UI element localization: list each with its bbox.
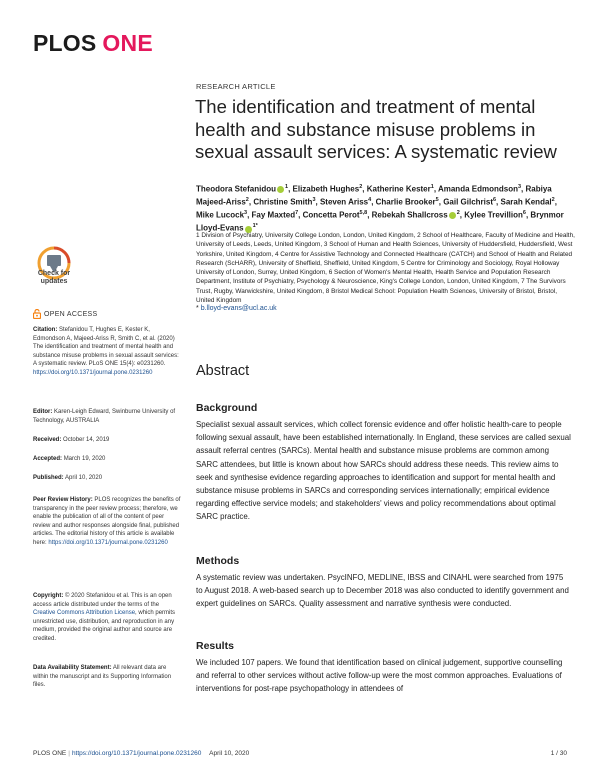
author-affiliation-marker: 7 <box>295 210 299 217</box>
citation-block <box>33 326 181 378</box>
copyright-text-1: © 2020 Stefanidou et al. This is an open access article distributed under the terms of the <box>33 593 172 608</box>
article-type: RESEARCH ARTICLE <box>196 82 276 91</box>
open-access-label <box>33 309 97 319</box>
author-affiliation-marker: 4 <box>368 197 372 204</box>
accepted-block <box>33 455 181 464</box>
author-affiliation-marker: 2 <box>245 197 249 204</box>
data-availability-label: Data Availability Statement: <box>33 665 112 671</box>
open-access-text: OPEN ACCESS <box>44 310 98 318</box>
methods-text: A systematic review was undertaken. PsycINFO, MEDLINE, IBSS and CINAHL were searched from 1975 to August 2018. A web-based search up to December 2018 was also conducted to identify government and expert guidelines on SARCs. Quality assessment and narrative synthesis were conducted. <box>196 573 569 609</box>
author-name[interactable]: Steven Ariss <box>319 197 369 207</box>
abstract-heading: Abstract <box>196 363 250 379</box>
author-name[interactable]: Gail Gilchrist <box>443 197 493 207</box>
orcid-icon[interactable] <box>277 186 284 193</box>
author-name[interactable]: Katherine Kester <box>366 184 431 194</box>
peer-review-block <box>33 496 181 548</box>
editor-label: Editor: <box>33 409 53 415</box>
author-list: Theodora Stefanidou $^1$, Elizabeth Hughes$^2$, Katherine Kester$^1$, Amanda Edmondson$^3$, Rabiya Majeed-Ariss$^2$, Christine Smith$^3$, Steven Ariss$^4$, Charlie Brooker$^5$, Gail Gilchrist$^6$, Sarah Kendal$^2$, Mike Lucock$^3$, Fay Maxted$^7$, Concetta Perot$^{5,8}$, Rebekah Shallcross $^2$, Kylee Trevillion$^6$, Brynmor Lloyd-Evans $^{1*}$ <box>196 184 564 234</box>
citation-doi-link[interactable]: https://doi.org/10.1371/journal.pone.0231260 <box>33 369 153 376</box>
accepted-text: March 19, 2020 <box>63 456 106 462</box>
results-heading: Results <box>196 640 234 652</box>
author-name[interactable]: Fay Maxted <box>251 210 296 220</box>
open-lock-icon <box>33 309 41 319</box>
corresponding-email[interactable] <box>196 305 277 312</box>
email-link[interactable]: b.lloyd-evans@ucl.ac.uk <box>200 305 277 312</box>
author-name[interactable]: Elizabeth Hughes <box>292 184 360 194</box>
editor-block <box>33 408 181 425</box>
methods-heading: Methods <box>196 555 240 567</box>
copyright-block <box>33 592 181 644</box>
author-name[interactable]: Sarah Kendal <box>500 197 552 207</box>
author-affiliation-marker: 2 <box>359 184 363 190</box>
footer-doi-link[interactable]: https://doi.org/10.1371/journal.pone.0231260 <box>71 750 202 757</box>
author-affiliation-marker: 2 <box>551 197 555 204</box>
logo-plos: PLOS <box>33 30 97 56</box>
author-affiliation-marker: 1 <box>430 184 434 190</box>
author-affiliation-marker: 1 <box>285 184 289 190</box>
copyright-label: Copyright: <box>33 593 64 599</box>
author-affiliation-marker: 6 <box>522 210 526 217</box>
license-link[interactable]: Creative Commons Attribution License <box>33 610 136 617</box>
author-affiliation-marker: 1* <box>252 223 258 230</box>
author-name[interactable]: Brynmor Lloyd-Evans <box>196 210 564 234</box>
data-availability-text: All relevant data are within the manuscript and its Supporting Information files. <box>33 665 172 689</box>
author-name[interactable]: Rebekah Shallcross <box>371 210 448 220</box>
published-text: April 10, 2020 <box>65 475 103 481</box>
author-name[interactable]: Christine Smith <box>253 197 313 207</box>
footer-date: April 10, 2020 <box>209 750 250 757</box>
received-block <box>33 436 181 445</box>
author-name[interactable]: Amanda Edmondson <box>437 184 518 194</box>
author-name[interactable]: Mike Lucock <box>196 210 245 220</box>
author-name[interactable]: Kylee Trevillion <box>464 210 523 220</box>
author-affiliation-marker: 3 <box>312 197 316 204</box>
footer-journal: PLOS ONE <box>33 750 67 757</box>
background-text: Specialist sexual assault services, which collect forensic evidence and offer holistic health-care to people following sexual assault, have been established internationally. In England, these services are called sexual assault referral centres (SARCs). Mental health and substance misuse problems are common among SARC attendees, but little is known about how SARCs should address these needs. This review aims to seek and synthesise evidence regarding approaches to identification and support for mental health and substance misuse problems in SARCs and corresponding services internationally; empirical evidence regarding effective service models; and stakeholders' views and policy recommendations about optimal SARC practice. <box>196 420 571 522</box>
published-block <box>33 474 181 483</box>
accepted-label: Accepted: <box>33 456 63 462</box>
author-affiliation-marker: 2 <box>456 210 460 217</box>
author-affiliation-marker: 3 <box>244 210 248 217</box>
author-name[interactable]: Rabiya Majeed-Ariss <box>196 184 552 207</box>
citation-label: Citation: <box>33 327 58 333</box>
affiliations: 1 Division of Psychiatry, University College London, London, United Kingdom, 2 School of Healthcare, Faculty of Medicine and Health, University of Leeds, Leeds, United Kingdom, 3 School of Human and Health Sciences, University of Huddersfield, Huddersfield, West Yorkshire, United Kingdom, 4 Centre for Assistive Technology and Connected Healthcare (CATCH) and School of Health and Related Research (ScHARR), University of Sheffield, Sheffield, United Kingdom, 5 Centre for Criminology and Sociology, Royal Holloway University of London, Surrey, United Kingdom, 6 Section of Women's Mental Health, Health Service and Population Research Department, Institute of Psychiatry, Psychology & Neuroscience, King's College London, London, United Kingdom, 7 The Survivors Trust, Rugby, Warwickshire, United Kingdom, 8 Bristol Medical School: Population Health Sciences, University of Bristol, Bristol, United Kingdom <box>196 232 575 305</box>
author-affiliation-marker: 5 <box>435 197 439 204</box>
badge-line-2: updates <box>40 278 68 285</box>
author-name[interactable]: Concetta Perot <box>302 210 360 220</box>
citation-text: Stefanidou T, Hughes E, Kester K, Edmondson A, Majeed-Ariss R, Smith C, et al. (2020) The identification and treatment of mental health and substance misuse problems in sexual assault services: A systematic review. PLoS ONE 15(4): e0231260. <box>33 327 179 368</box>
author-name[interactable]: Charlie Brooker <box>375 197 436 207</box>
logo-one: ONE <box>102 30 153 56</box>
check-for-updates-label[interactable] <box>33 270 75 286</box>
badge-line-1: Check for <box>37 270 71 277</box>
author-affiliation-marker: 6 <box>492 197 497 204</box>
author-affiliation-marker: 5,8 <box>359 210 368 217</box>
data-availability-block <box>33 664 181 690</box>
page-footer: PLOS ONE | https://doi.org/10.1371/journal.pone.0231260 April 10, 2020 1 / 30 <box>33 750 567 757</box>
orcid-icon[interactable] <box>449 212 456 219</box>
editor-text: Karen-Leigh Edward, Swinburne University of Technology, AUSTRALIA <box>33 409 176 424</box>
email-star: * <box>196 305 199 312</box>
received-text: October 14, 2019 <box>63 437 110 443</box>
peer-review-link[interactable]: https://doi.org/10.1371/journal.pone.0231260 <box>48 539 168 546</box>
received-label: Received: <box>33 437 62 443</box>
background-heading: Background <box>196 402 258 414</box>
peer-review-text: PLOS recognizes the benefits of transparency in the peer review process; therefore, we enable the publication of all of the content of peer review and author responses alongside final, published articles. The editorial history of this article is available here: <box>33 497 181 546</box>
results-text: We included 107 papers. We found that identification based on clinical judgement, supportive counselling and referral to other services without active follow-up were the most common approaches. Evaluations of interventions for post-rape psychopathology in attendees of <box>196 658 563 694</box>
page-number: 1 / 30 <box>550 750 567 757</box>
peer-review-label: Peer Review History: <box>33 497 93 503</box>
published-label: Published: <box>33 475 64 481</box>
journal-logo[interactable] <box>33 30 153 57</box>
author-name[interactable]: Theodora Stefanidou <box>196 184 276 194</box>
copyright-text-2: , which permits unrestricted use, distribution, and reproduction in any medium, provided the original author and source are credited. <box>33 610 176 642</box>
article-title: The identification and treatment of mental health and substance misuse problems in sexual assault services: A systematic review <box>195 96 557 162</box>
author-affiliation-marker: 3 <box>517 184 522 190</box>
